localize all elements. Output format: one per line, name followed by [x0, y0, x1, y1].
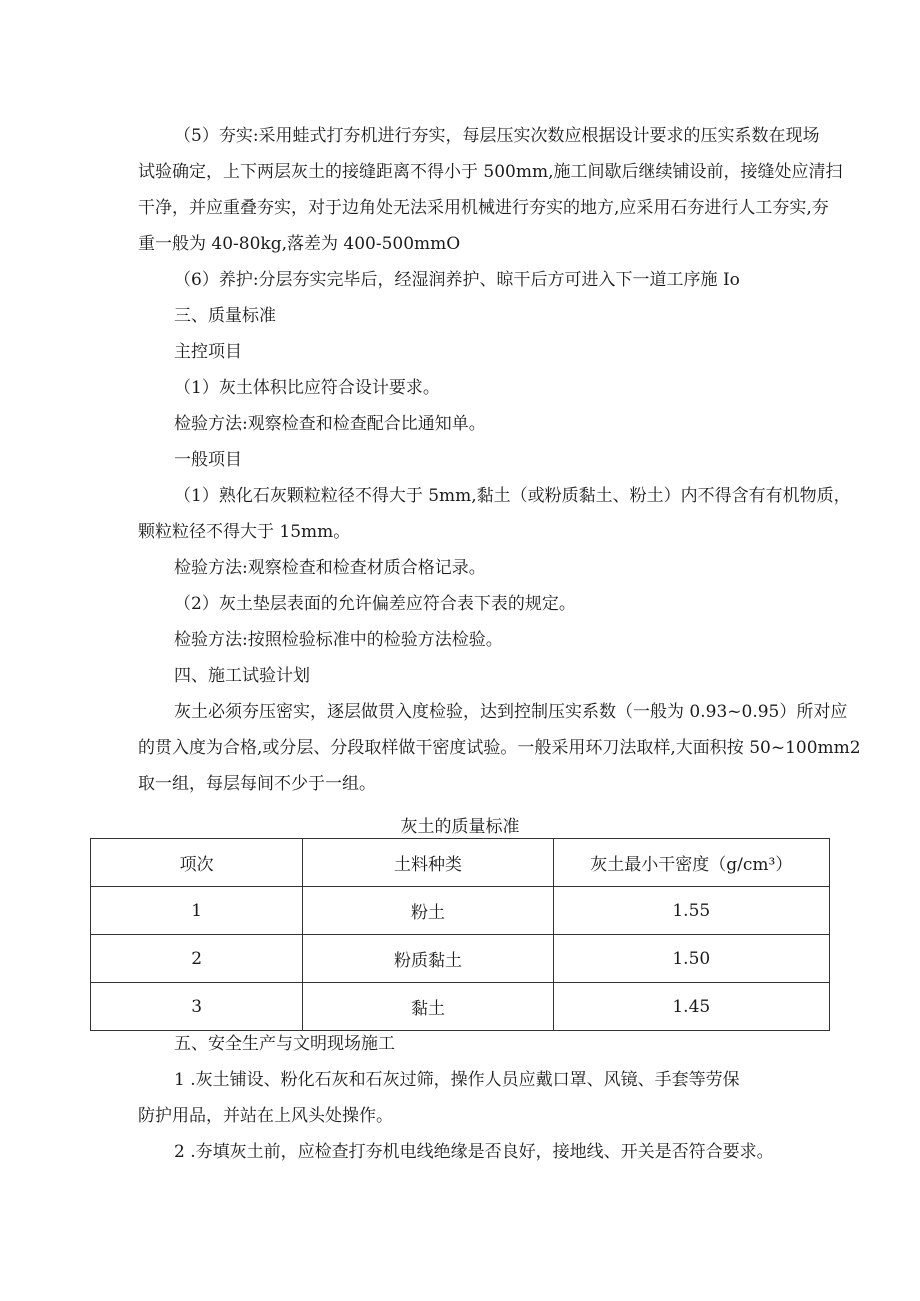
text-line: 重一般为 40-80kg,落差为 400-500mmO — [138, 234, 461, 254]
text-line: （1）熟化石灰颗粒粒径不得大于 5mm,黏土（或粉质黏土、粉土）内不得含有有机物质， — [174, 486, 851, 506]
text-line: （5）夯实:采用蛙式打夯机进行夯实，每层压实次数应根据设计要求的压实系数在现场 — [174, 126, 820, 146]
table-cell: 粉质黏土 — [303, 935, 553, 983]
text-line: 干净，并应重叠夯实，对于边角处无法采用机械进行夯实的地方,应采用石夯进行人工夯实,夯 — [138, 198, 829, 218]
table-cell: 1.55 — [553, 887, 829, 935]
table-header-cell: 土料种类 — [303, 839, 553, 887]
text-line: 颗粒粒径不得大于 15mm。 — [138, 522, 351, 542]
general-item-1 — [138, 478, 851, 550]
quality-standard-table — [90, 838, 830, 1031]
text-line: 的贯入度为合格,或分层、分段取样做干密度试验。一般采用环刀法取样,大面积按 50~100mm2 — [138, 738, 861, 758]
text-line: 灰土必须夯压密实，逐层做贯入度检验，达到控制压实系数（一般为 0.93~0.95）所对应 — [174, 702, 848, 722]
table-cell: 1 — [91, 887, 303, 935]
safety-item-1 — [138, 1062, 838, 1134]
text-line: 1 .灰土铺设、粉化石灰和石灰过筛，操作人员应戴口罩、风镜、手套等劳保 — [174, 1070, 740, 1090]
subheading-main-items: 主控项目 — [174, 342, 242, 362]
table-row — [91, 935, 830, 983]
paragraph-test-plan — [138, 694, 861, 802]
general-item-2: （2）灰土垫层表面的允许偏差应符合表下表的规定。 — [174, 594, 576, 614]
table-cell: 粉土 — [303, 887, 553, 935]
table-cell: 黏土 — [303, 983, 553, 1031]
text-line: 防护用品，并站在上风头处操作。 — [138, 1106, 393, 1126]
table-header-cell: 项次 — [91, 839, 303, 887]
text-line: 试验确定，上下两层灰土的接缝距离不得小于 500mm,施工间歇后继续铺设前，接缝处应清扫 — [138, 162, 843, 182]
text-line: 取一组，每层每间不少于一组。 — [138, 774, 376, 794]
safety-item-2: 2 .夯填灰土前，应检查打夯机电线绝缘是否良好，接地线、开关是否符合要求。 — [174, 1142, 774, 1162]
table-row — [91, 887, 830, 935]
main-item-1: （1）灰土体积比应符合设计要求。 — [174, 378, 440, 398]
paragraph-tamping — [138, 118, 843, 262]
table-cell: 3 — [91, 983, 303, 1031]
section-heading-safety: 五、安全生产与文明现场施工 — [174, 1034, 395, 1054]
general-item-1-method: 检验方法:观察检查和检查材质合格记录。 — [174, 558, 486, 578]
table-cell: 1.45 — [553, 983, 829, 1031]
main-item-method: 检验方法:观察检查和检查配合比通知单。 — [174, 414, 486, 434]
table-header-row — [91, 839, 830, 887]
section-heading-quality: 三、质量标准 — [174, 306, 276, 326]
table-row — [91, 983, 830, 1031]
general-item-2-method: 检验方法:按照检验标准中的检验方法检验。 — [174, 630, 503, 650]
table-caption: 灰土的质量标准 — [400, 817, 520, 837]
table-header-cell: 灰土最小干密度（g/cm³） — [553, 839, 829, 887]
section-heading-test-plan: 四、施工试验计划 — [174, 666, 310, 686]
table-cell: 1.50 — [553, 935, 829, 983]
table-cell: 2 — [91, 935, 303, 983]
paragraph-curing: （6）养护:分层夯实完毕后，经湿润养护、晾干后方可进入下一道工序施 Io — [174, 270, 740, 290]
subheading-general-items: 一般项目 — [174, 450, 242, 470]
